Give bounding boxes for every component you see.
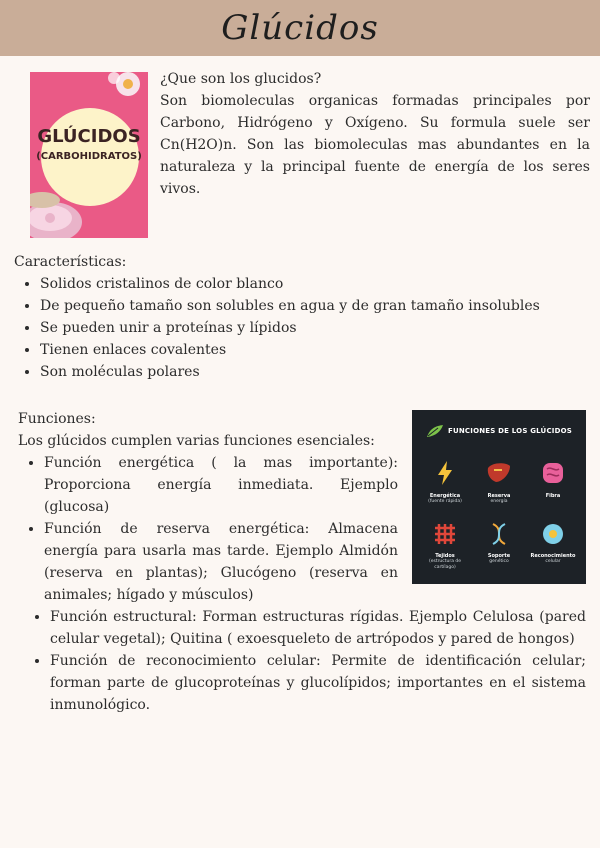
functions-list — [18, 452, 398, 606]
characteristics-section — [14, 251, 584, 383]
tissue-icon — [432, 522, 458, 546]
infographic-cell: Fibra — [526, 460, 580, 499]
infographic-cell: Tejidos (estructura de cartílago) — [418, 522, 472, 570]
functions-intro: Los glúcidos cumplen varias funciones esenciales: — [18, 433, 375, 449]
characteristics-list — [14, 273, 584, 383]
list-item: • De pequeño tamaño son solubles en agua y de gran tamaño insolubles — [40, 295, 584, 317]
list-item: • Función de reconocimiento celular: Permite de identificación celular; forman parte de glucoproteínas y glucolípidos; importantes en el sistema inmunológico. — [50, 650, 586, 716]
functions-infographic — [412, 410, 586, 584]
cover-title: GLÚCIDOS — [37, 126, 141, 147]
book-cover-image — [30, 72, 148, 238]
page-title: Glúcidos — [221, 8, 379, 48]
functions-section — [18, 408, 398, 606]
functions-section-continued — [30, 606, 586, 716]
functions-list-continued — [30, 606, 586, 716]
leaf-icon — [426, 424, 444, 438]
list-item: • Se pueden unir a proteínas y lípidos — [40, 317, 584, 339]
page-header — [0, 0, 600, 56]
characteristics-heading: Características: — [14, 254, 127, 270]
liver-icon — [486, 460, 512, 486]
functions-heading: Funciones: — [18, 411, 96, 427]
infographic-cell: Reserva energía — [472, 460, 526, 505]
infographic-title: FUNCIONES DE LOS GLÚCIDOS — [448, 427, 572, 435]
lightning-icon — [435, 460, 455, 486]
list-item: • Solidos cristalinos de color blanco — [40, 273, 584, 295]
infographic-cell: Soporte genético — [472, 522, 526, 565]
cover-subtitle: (CARBOHIDRATOS) — [36, 151, 142, 162]
list-item: • Función de reserva energética: Almacena energía para usarla mas tarde. Ejemplo Almidón (reserva en plantas); Glucógeno (reserva en animales; hígado y músculos) — [44, 518, 398, 606]
list-item: • Función estructural: Forman estructuras rígidas. Ejemplo Celulosa (pared celular vegetal); Quitina ( exoesqueleto de artrópodos y pared de hongos) — [50, 606, 586, 650]
infographic-cell: Energética (fuente rápida) — [418, 460, 472, 505]
dna-icon — [487, 522, 511, 546]
intro-question: ¿Que son los glucidos? — [160, 71, 322, 87]
list-item: • Función energética ( la mas importante): Proporciona energía inmediata. Ejemplo (glucosa) — [44, 452, 398, 518]
cell-icon — [541, 522, 565, 546]
intro-paragraph: Son biomoleculas organicas formadas principales por Carbono, Hidrógeno y Oxígeno. Su formula suele ser Cn(H2O)n. Son las biomoleculas mas abundantes en la naturaleza y la principal fuente de energía de los seres vivos. — [160, 93, 590, 197]
list-item: • Son moléculas polares — [40, 361, 584, 383]
list-item: • Tienen enlaces covalentes — [40, 339, 584, 361]
infographic-cell: Reconocimiento celular — [526, 522, 580, 565]
intro-section — [160, 68, 590, 200]
intestine-icon — [540, 460, 566, 486]
